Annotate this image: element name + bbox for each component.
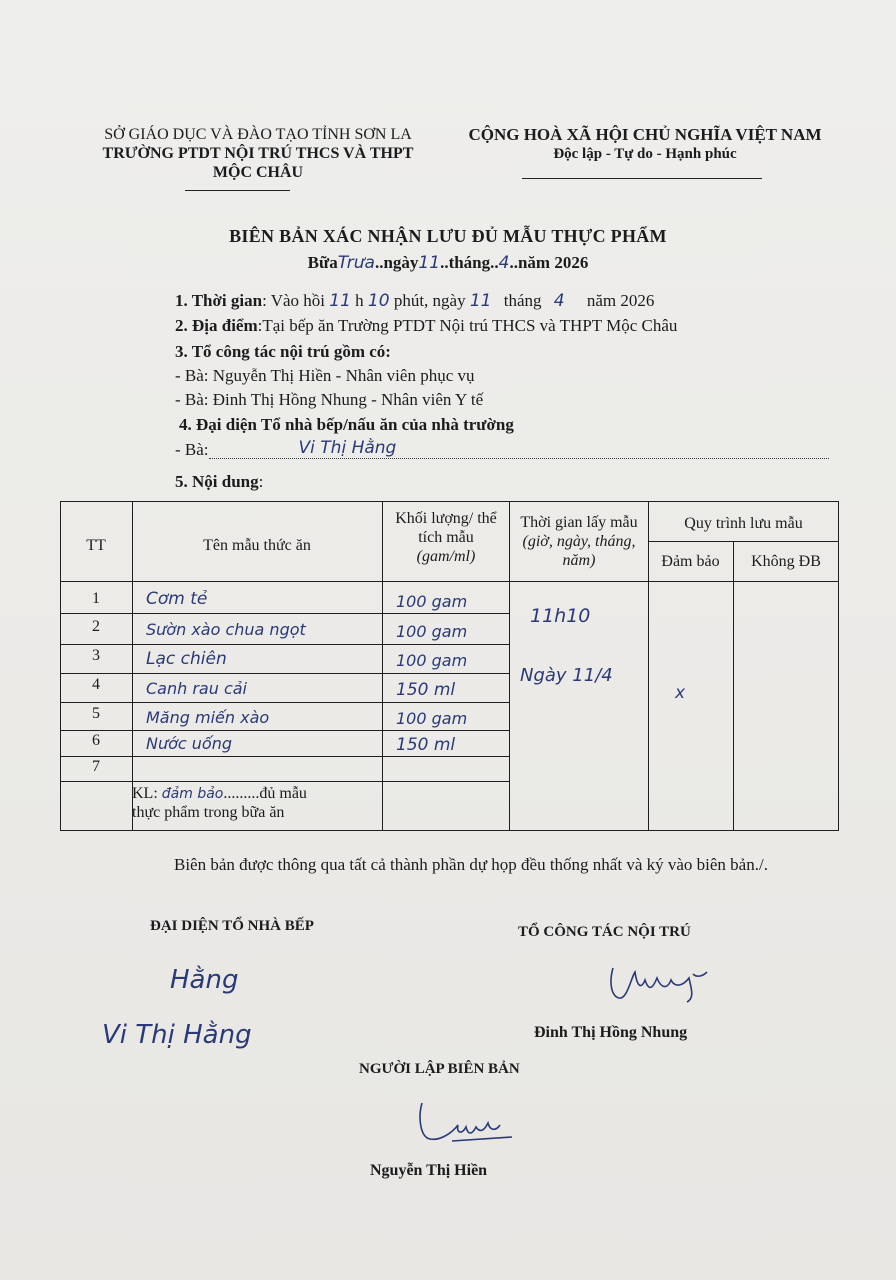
section-location-label: 2. Địa điểm <box>175 316 258 335</box>
sample-date-handwritten: Ngày 11/4 <box>520 665 613 686</box>
row-1-tt: 1 <box>92 590 100 607</box>
row-3-weight: 100 gam <box>396 651 468 670</box>
conclusion-line2: thực phẩm trong bữa ăn <box>132 804 285 822</box>
row-3-food: Lạc chiên <box>146 649 227 669</box>
hour-handwritten: 11 <box>329 291 351 311</box>
closing-text: Biên bản được thông qua tất cả thành phần dự họp đều thống nhất và ký vào biên bản./. <box>174 855 768 874</box>
meal-month-handwritten: 4 <box>498 253 510 273</box>
national-motto: Độc lập - Tự do - Hạnh phúc <box>553 146 737 163</box>
header-process: Quy trình lưu mẫu <box>684 515 803 532</box>
team-title: TỔ CÔNG TÁC NỘI TRÚ <box>518 924 691 940</box>
kitchen-rep-handwritten: Vi Thị Hằng <box>298 438 397 458</box>
minute-handwritten: 10 <box>367 291 390 311</box>
row-7-tt: 7 <box>92 758 100 775</box>
section-location-text: :Tại bếp ăn Trường PTDT Nội trú THCS và THPT Mộc Châu <box>257 316 678 335</box>
day-handwritten: 11 <box>469 291 492 311</box>
food-sample-table <box>60 501 839 831</box>
section-time-text-b: h <box>355 291 364 310</box>
row-4-food: Canh rau cải <box>146 679 247 698</box>
national-motto-block <box>440 125 850 163</box>
recorder-name: Nguyễn Thị Hiền <box>370 1162 488 1179</box>
row-5-tt: 5 <box>92 705 100 722</box>
team-member-1: - Bà: Nguyễn Thị Hiền - Nhân viên phục vụ <box>175 366 475 385</box>
section-time-text-e: năm 2026 <box>586 291 655 310</box>
section-time-label: 1. Thời gian <box>175 291 263 310</box>
kitchen-rep-prefix: - Bà: <box>175 440 209 459</box>
meal-day-handwritten: 11 <box>418 253 441 273</box>
row-6-food: Nước uống <box>146 734 233 753</box>
conclusion-handwritten: đảm bảo <box>161 786 224 802</box>
section-time-text-c: phút, ngày <box>393 291 466 310</box>
row-3-tt: 3 <box>92 647 100 664</box>
row-2-tt: 2 <box>92 618 100 635</box>
row-5-weight: 100 gam <box>396 709 468 728</box>
row-4-tt: 4 <box>92 676 100 693</box>
section-content <box>175 472 263 492</box>
row-5-food: Măng miến xào <box>146 708 270 727</box>
issuer-block <box>58 125 458 183</box>
meal-year: ..năm 2026 <box>509 253 589 272</box>
header-sample-time-label: Thời gian lấy mẫu <box>520 514 638 531</box>
section-content-colon: : <box>258 472 264 491</box>
section-content-label: 5. Nội dung <box>175 472 259 491</box>
section-kitchen-rep <box>175 440 829 461</box>
closing-statement <box>118 853 818 877</box>
header-sample-time-hint: (giờ, ngày, tháng, năm) <box>522 533 636 570</box>
motto-underline <box>522 178 762 179</box>
row-4-weight: 150 ml <box>396 680 456 700</box>
kitchen-rep-title: ĐẠI DIỆN TỔ NHÀ BẾP <box>150 918 314 934</box>
header-not-ok: Không ĐB <box>751 553 821 570</box>
header-sample-time <box>511 513 647 571</box>
header-weight-unit: (gam/ml) <box>416 548 476 566</box>
issuer-school-location: MỘC CHÂU <box>212 164 304 182</box>
row-2-food: Sườn xào chua ngọt <box>146 620 306 639</box>
row-1-weight: 100 gam <box>396 592 468 611</box>
recorder-title: NGƯỜI LẬP BIÊN BẢN <box>359 1061 520 1077</box>
section-time-text-a: : Vào hồi <box>262 291 326 310</box>
team-signature <box>605 958 715 1008</box>
header-weight <box>384 509 508 567</box>
row-6-weight: 150 ml <box>396 735 456 755</box>
header-weight-label: Khối lượng/ thể tích mẫu <box>395 510 497 547</box>
section-location <box>175 316 677 336</box>
meal-line <box>60 253 836 273</box>
check-mark-ok: x <box>675 683 686 703</box>
issuer-school: TRƯỜNG PTDT NỘI TRÚ THCS VÀ THPT <box>102 145 414 163</box>
header-food-name: Tên mẫu thức ăn <box>203 537 311 554</box>
meal-prefix: Bữa <box>307 253 338 272</box>
document-title: BIÊN BẢN XÁC NHẬN LƯU ĐỦ MẪU THỰC PHẨM <box>229 226 667 246</box>
kitchen-signed-name: Vi Thị Hằng <box>102 1020 252 1050</box>
month-handwritten: 4 <box>553 291 565 311</box>
row-6-tt: 6 <box>92 732 100 749</box>
sample-time-handwritten: 11h10 <box>530 605 591 627</box>
section-team-label: 3. Tổ công tác nội trú gồm có: <box>175 342 391 361</box>
header-tt: TT <box>86 537 106 554</box>
row-1-food: Cơm tẻ <box>146 589 208 609</box>
meal-sep-month: ..tháng.. <box>440 253 499 272</box>
conclusion-prefix: KL: <box>132 785 158 802</box>
row-2-weight: 100 gam <box>396 622 468 641</box>
issuer-department: SỞ GIÁO DỤC VÀ ĐÀO TẠO TỈNH SƠN LA <box>104 126 412 143</box>
meal-sep-day: ..ngày <box>374 253 419 272</box>
header-ok: Đảm bảo <box>661 553 720 570</box>
meal-handwritten: Trưa <box>337 253 375 273</box>
section-time <box>175 291 654 311</box>
conclusion-suffix: đủ mẫu <box>259 785 307 802</box>
team-member-2: - Bà: Đinh Thị Hồng Nhung - Nhân viên Y tế <box>175 390 484 409</box>
section-kitchen-label: 4. Đại diện Tổ nhà bếp/nấu ăn của nhà trường <box>179 415 514 434</box>
section-time-text-d: tháng <box>503 291 542 310</box>
kitchen-signature: Hằng <box>170 965 239 995</box>
team-signer-name: Đinh Thị Hồng Nhung <box>534 1024 688 1041</box>
conclusion-cell: KL: đảm bảo.........đủ mẫu thực phẩm trong bữa ăn <box>132 784 382 822</box>
recorder-signature <box>412 1097 522 1147</box>
issuer-underline <box>185 190 290 191</box>
national-name: CỘNG HOÀ XÃ HỘI CHỦ NGHĨA VIỆT NAM <box>468 125 822 144</box>
